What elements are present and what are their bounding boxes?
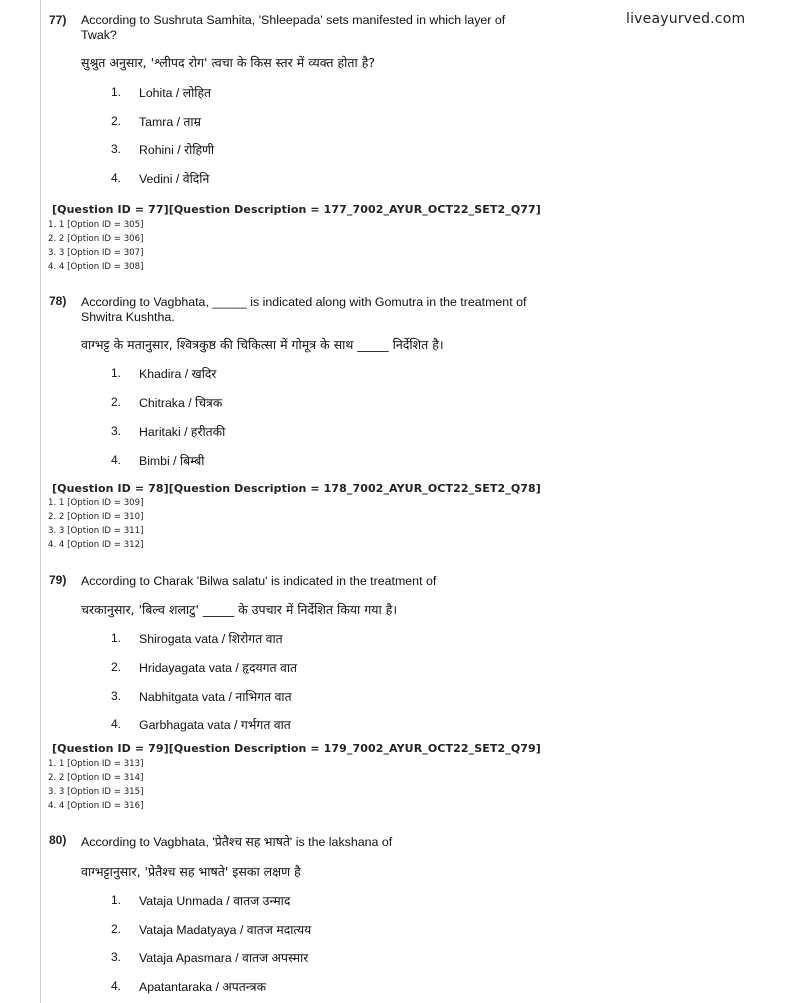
option-number: 4. xyxy=(111,717,122,731)
option-id-line: 1. 1 [Option ID = 305] xyxy=(48,220,144,230)
option-number: 2. xyxy=(111,922,122,936)
option-text: Hridayagata vata / हृदयगत वात xyxy=(139,661,298,675)
option-text: Shirogata vata / शिरोगत वात xyxy=(139,632,283,646)
page-border xyxy=(40,0,41,1003)
option-number: 3. xyxy=(111,689,122,703)
question-hindi: सुश्रुत अनुसार, 'श्लीपद रोग' त्वचा के किस स्तर में व्यक्त होता है? xyxy=(81,55,376,70)
question-meta: [Question ID = 77][Question Description = 177_7002_AYUR_OCT22_SET2_Q77] xyxy=(52,203,541,216)
option-text: Bimbi / बिम्बी xyxy=(139,454,205,468)
question-number: 79) xyxy=(49,573,67,587)
option-text: Vataja Unmada / वातज उन्माद xyxy=(139,894,291,908)
option-number: 2. xyxy=(111,395,122,409)
option-text: Khadira / खदिर xyxy=(139,367,217,381)
question-number: 77) xyxy=(49,13,67,27)
option-id-line: 4. 4 [Option ID = 316] xyxy=(48,801,144,811)
question-text: According to Vagbhata, 'प्रेतैश्च सह भाषते' is the lakshana of xyxy=(81,835,393,849)
option-id-line: 3. 3 [Option ID = 311] xyxy=(48,526,144,536)
option-text: Lohita / लोहित xyxy=(139,86,211,100)
option-text: Vedini / वेदिनि xyxy=(139,172,210,186)
option-text: Rohini / रोहिणी xyxy=(139,143,215,157)
option-text: Vataja Apasmara / वातज अपस्मार xyxy=(139,951,309,965)
site-watermark: liveayurved.com xyxy=(626,11,746,27)
question-hindi: वाग्भट्ट के मतानुसार, श्वित्रकुष्ठ की चिकित्सा में गोमूत्र के साथ _____ निर्देशित है। xyxy=(81,337,444,352)
option-number: 2. xyxy=(111,660,122,674)
option-id-line: 4. 4 [Option ID = 308] xyxy=(48,262,144,272)
option-number: 1. xyxy=(111,631,122,645)
question-hindi: वाग्भट्टानुसार, 'प्रेतैश्च सह भाषते' इसका लक्षण है xyxy=(81,864,301,879)
option-text: Nabhitgata vata / नाभिगत वात xyxy=(139,690,292,704)
question-number: 80) xyxy=(49,833,67,847)
option-id-line: 2. 2 [Option ID = 306] xyxy=(48,234,144,244)
option-number: 1. xyxy=(111,893,122,907)
option-number: 1. xyxy=(111,85,122,99)
option-number: 4. xyxy=(111,979,122,993)
option-id-line: 3. 3 [Option ID = 315] xyxy=(48,787,144,797)
option-number: 4. xyxy=(111,171,122,185)
option-number: 4. xyxy=(111,453,122,467)
option-number: 2. xyxy=(111,114,122,128)
question-meta: [Question ID = 78][Question Description = 178_7002_AYUR_OCT22_SET2_Q78] xyxy=(52,482,541,495)
question-text: According to Vagbhata, _____ is indicated along with Gomutra in the treatment of Shwitra Kushtha. xyxy=(81,295,527,324)
option-number: 3. xyxy=(111,142,122,156)
question-number: 78) xyxy=(49,294,67,308)
option-number: 1. xyxy=(111,366,122,380)
option-id-line: 1. 1 [Option ID = 313] xyxy=(48,759,144,769)
option-text: Garbhagata vata / गर्भगत वात xyxy=(139,718,291,732)
option-id-line: 4. 4 [Option ID = 312] xyxy=(48,540,144,550)
option-number: 3. xyxy=(111,424,122,438)
option-id-line: 2. 2 [Option ID = 314] xyxy=(48,773,144,783)
option-text: Tamra / ताम्र xyxy=(139,115,201,129)
question-text: According to Sushruta Samhita, 'Shleepada' sets manifested in which layer of Twak? xyxy=(81,13,506,42)
question-text: According to Charak 'Bilwa salatu' is indicated in the treatment of xyxy=(81,574,437,588)
question-hindi: चरकानुसार, 'बिल्व शलाटु' _____ के उपचार में निर्देशित किया गया है। xyxy=(81,602,398,617)
option-text: Haritaki / हरीतकी xyxy=(139,425,226,439)
option-id-line: 2. 2 [Option ID = 310] xyxy=(48,512,144,522)
option-number: 3. xyxy=(111,950,122,964)
option-text: Vataja Madatyaya / वातज मदात्यय xyxy=(139,923,312,937)
option-id-line: 1. 1 [Option ID = 309] xyxy=(48,498,144,508)
option-text: Chitraka / चित्रक xyxy=(139,396,223,410)
option-text: Apatantaraka / अपतन्त्रक xyxy=(139,980,267,994)
option-id-line: 3. 3 [Option ID = 307] xyxy=(48,248,144,258)
question-meta: [Question ID = 79][Question Description = 179_7002_AYUR_OCT22_SET2_Q79] xyxy=(52,742,541,755)
